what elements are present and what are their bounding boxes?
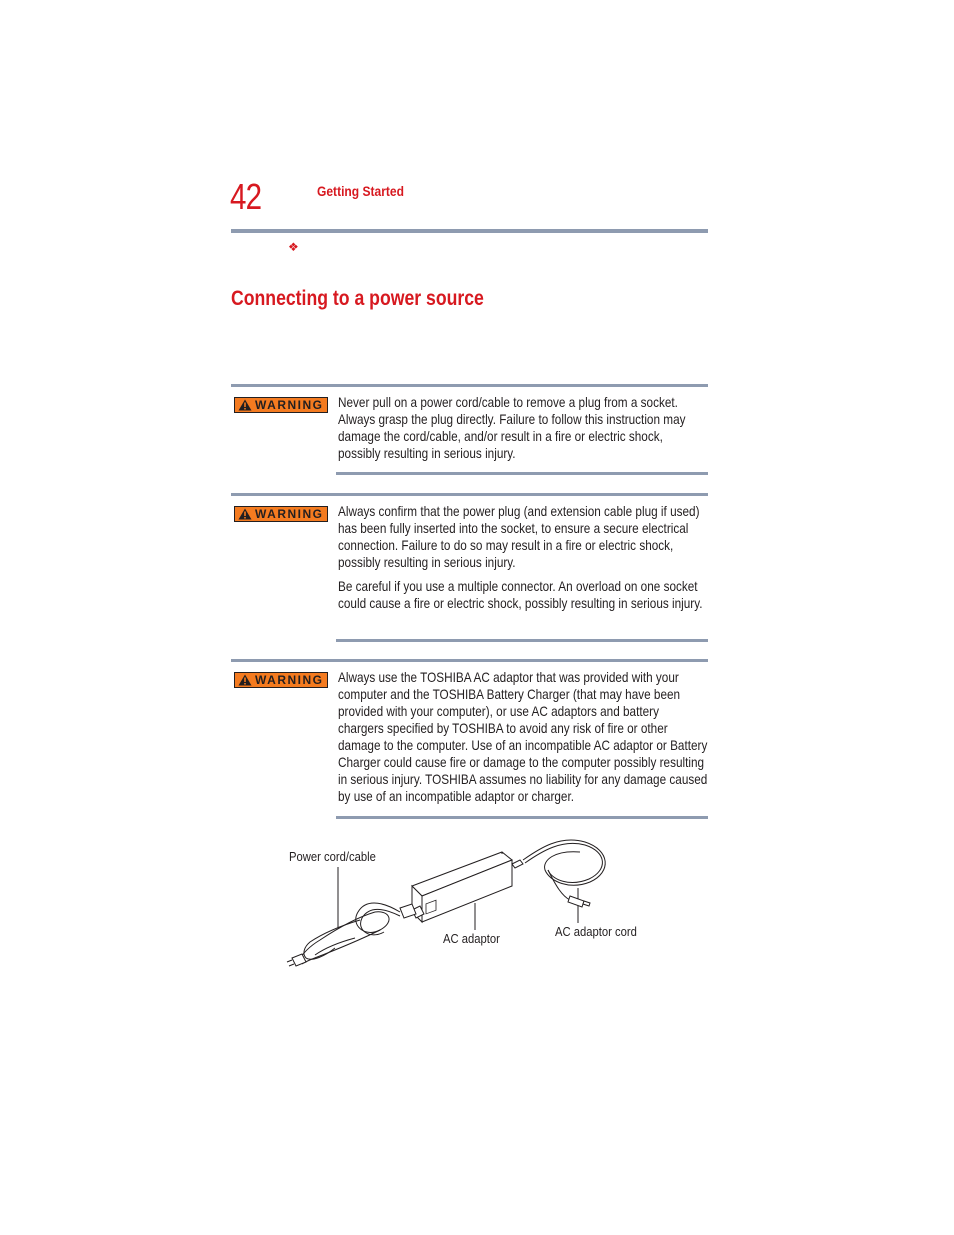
power-cord-label: Power cord/cable	[289, 850, 376, 864]
ac-adaptor-illustration	[280, 830, 640, 980]
warning-text	[338, 503, 708, 612]
warning-top-rule	[231, 384, 708, 387]
warning-paragraph: Be careful if you use a multiple connector. An overload on one socket could cause a fire or electric shock, possibly resulting in serious injury.	[338, 578, 703, 611]
power-cord-path	[287, 903, 424, 966]
warning-badge	[234, 672, 328, 688]
warning-triangle-icon	[238, 508, 252, 520]
warning-triangle-icon	[238, 674, 252, 686]
header-rule	[231, 229, 708, 233]
ac-adaptor-brick	[412, 852, 512, 922]
warning-badge-label: WARNING	[255, 507, 324, 521]
warning-bottom-rule	[336, 816, 708, 819]
warning-badge-label: WARNING	[255, 398, 324, 412]
warning-text	[338, 669, 708, 805]
warning-badge-label: WARNING	[255, 673, 324, 687]
warning-badge	[234, 506, 328, 522]
warning-top-rule	[231, 493, 708, 496]
warning-badge	[234, 397, 328, 413]
bullet-marker: ❖	[288, 240, 299, 254]
ac-adaptor-label: AC adaptor	[443, 932, 500, 946]
warning-paragraph: Always confirm that the power plug (and extension cable plug if used) has been fully inserted into the socket, to ensure a secure electrical connection. Failure to do so may result in a fire or electric shock, possibly resulting in serious injury.	[338, 503, 700, 570]
warning-paragraph: Always use the TOSHIBA AC adaptor that was provided with your computer and the TOSHIBA Battery Charger (that may have been provided with your computer), or use AC adaptors and battery chargers specified by TOSHIBA to avoid any risk of fire or other damage to the computer. Use of an incompatible AC adaptor or Battery Charger could cause fire or damage to the computer possibly resulting in serious injury. TOSHIBA assumes no liability for any damage caused by use of an incompatible adaptor or charger.	[338, 669, 708, 804]
warning-paragraph: Never pull on a power cord/cable to remove a plug from a socket. Always grasp the plug directly. Failure to follow this instruction may damage the cord/cable, and/or result in a fire or electric shock, possibly resulting in serious injury.	[338, 394, 686, 461]
ac-adaptor-cord-path	[512, 840, 605, 907]
section-heading: Connecting to a power source	[231, 287, 484, 310]
warning-text	[338, 394, 708, 462]
warning-top-rule	[231, 659, 708, 662]
ac-adaptor-cord-label: AC adaptor cord	[555, 925, 637, 939]
warning-bottom-rule	[336, 472, 708, 475]
warning-bottom-rule	[336, 639, 708, 642]
chapter-title: Getting Started	[317, 183, 404, 199]
page-number: 42	[230, 176, 262, 217]
warning-triangle-icon	[238, 399, 252, 411]
